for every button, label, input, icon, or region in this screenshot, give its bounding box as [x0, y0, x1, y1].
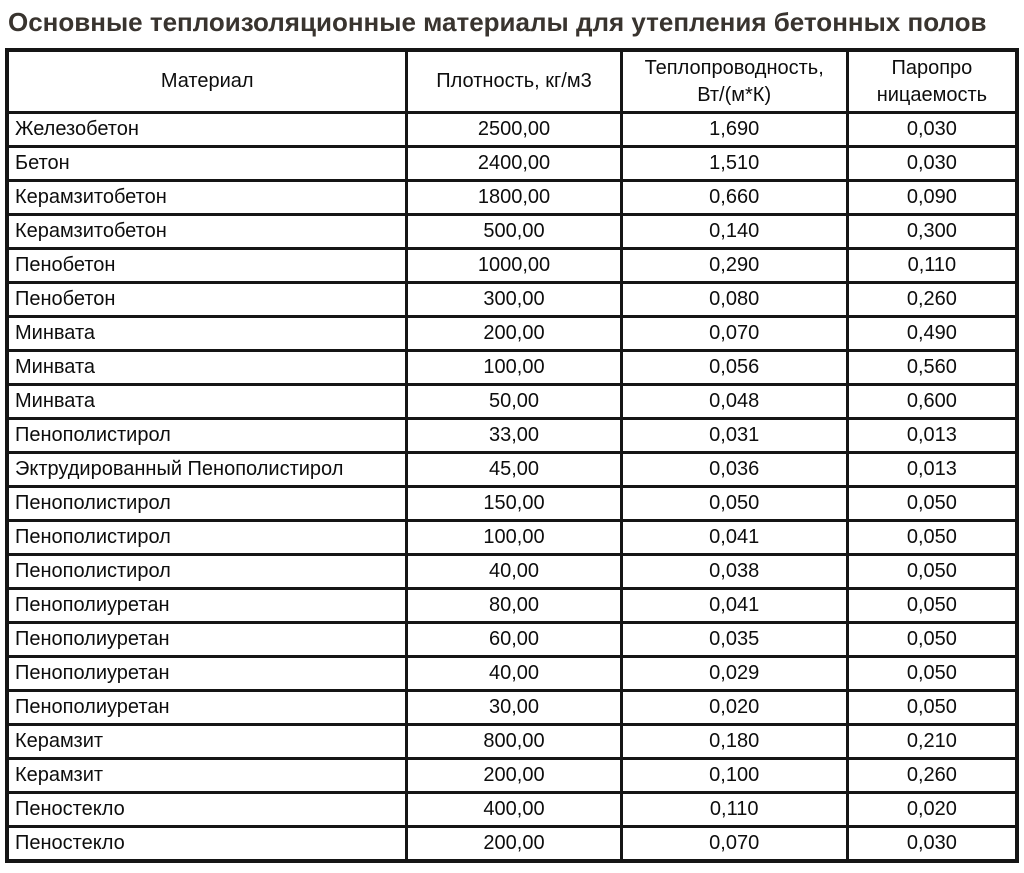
- table-row: [7, 283, 1017, 317]
- header-row: [7, 50, 1017, 113]
- density-cell: 800,00: [407, 725, 621, 759]
- table-row: [7, 759, 1017, 793]
- conductivity-cell: 0,290: [621, 249, 847, 283]
- conductivity-cell: 1,510: [621, 147, 847, 181]
- material-cell: Пенополиуретан: [7, 691, 407, 725]
- page-title: Основные теплоизоляционные материалы для утепления бетонных полов: [8, 7, 987, 37]
- material-cell: Пеностекло: [7, 827, 407, 862]
- column-header-density-line1: Плотность, кг/м3: [436, 70, 592, 93]
- table-row: [7, 827, 1017, 862]
- density-cell: 1800,00: [407, 181, 621, 215]
- table-row: [7, 589, 1017, 623]
- density-cell: 200,00: [407, 317, 621, 351]
- table-row: [7, 623, 1017, 657]
- table-row: [7, 521, 1017, 555]
- table-row: [7, 487, 1017, 521]
- column-header-vapor-permeability: [847, 50, 1017, 113]
- vapor-permeability-cell: 0,050: [847, 521, 1017, 555]
- density-cell: 100,00: [407, 351, 621, 385]
- vapor-permeability-cell: 0,050: [847, 691, 1017, 725]
- conductivity-cell: 0,056: [621, 351, 847, 385]
- material-cell: Минвата: [7, 317, 407, 351]
- vapor-permeability-cell: 0,050: [847, 487, 1017, 521]
- table-row: [7, 793, 1017, 827]
- density-cell: 40,00: [407, 555, 621, 589]
- vapor-permeability-cell: 0,013: [847, 453, 1017, 487]
- vapor-permeability-cell: 0,210: [847, 725, 1017, 759]
- conductivity-cell: 0,050: [621, 487, 847, 521]
- vapor-permeability-cell: 0,050: [847, 623, 1017, 657]
- material-cell: Керамзитобетон: [7, 215, 407, 249]
- vapor-permeability-cell: 0,050: [847, 555, 1017, 589]
- material-cell: Минвата: [7, 385, 407, 419]
- conductivity-cell: 0,100: [621, 759, 847, 793]
- vapor-permeability-cell: 0,050: [847, 589, 1017, 623]
- vapor-permeability-cell: 0,260: [847, 283, 1017, 317]
- density-cell: 2400,00: [407, 147, 621, 181]
- material-cell: Железобетон: [7, 113, 407, 147]
- density-cell: 200,00: [407, 827, 621, 862]
- vapor-permeability-cell: 0,260: [847, 759, 1017, 793]
- column-header-material-line1: Материал: [160, 70, 254, 93]
- table-row: [7, 249, 1017, 283]
- conductivity-cell: 0,180: [621, 725, 847, 759]
- conductivity-cell: 0,029: [621, 657, 847, 691]
- material-cell: Керамзит: [7, 759, 407, 793]
- conductivity-cell: 0,036: [621, 453, 847, 487]
- table-row: [7, 419, 1017, 453]
- column-header-conductivity-line1: Теплопроводность,: [644, 56, 824, 79]
- material-cell: Керамзит: [7, 725, 407, 759]
- density-cell: 80,00: [407, 589, 621, 623]
- table-row: [7, 113, 1017, 147]
- density-cell: 2500,00: [407, 113, 621, 147]
- vapor-permeability-cell: 0,110: [847, 249, 1017, 283]
- material-cell: Пенополистирол: [7, 555, 407, 589]
- conductivity-cell: 0,031: [621, 419, 847, 453]
- column-header-vapor-line1: Паропро: [891, 56, 973, 79]
- vapor-permeability-cell: 0,600: [847, 385, 1017, 419]
- conductivity-cell: 0,660: [621, 181, 847, 215]
- conductivity-cell: 0,110: [621, 793, 847, 827]
- material-cell: Пенополиуретан: [7, 657, 407, 691]
- table-row: [7, 385, 1017, 419]
- vapor-permeability-cell: 0,300: [847, 215, 1017, 249]
- column-header-conductivity: [621, 50, 847, 113]
- density-cell: 100,00: [407, 521, 621, 555]
- table-row: [7, 215, 1017, 249]
- table-row: [7, 147, 1017, 181]
- material-cell: Бетон: [7, 147, 407, 181]
- density-cell: 400,00: [407, 793, 621, 827]
- conductivity-cell: 0,140: [621, 215, 847, 249]
- material-cell: Пенополистирол: [7, 487, 407, 521]
- density-cell: 40,00: [407, 657, 621, 691]
- vapor-permeability-cell: 0,020: [847, 793, 1017, 827]
- table-row: [7, 657, 1017, 691]
- table-header: [7, 50, 1017, 113]
- density-cell: 50,00: [407, 385, 621, 419]
- table-row: [7, 555, 1017, 589]
- vapor-permeability-cell: 0,490: [847, 317, 1017, 351]
- conductivity-cell: 1,690: [621, 113, 847, 147]
- conductivity-cell: 0,041: [621, 589, 847, 623]
- column-header-material: [7, 50, 407, 113]
- conductivity-cell: 0,041: [621, 521, 847, 555]
- density-cell: 33,00: [407, 419, 621, 453]
- table-row: [7, 317, 1017, 351]
- table-row: [7, 725, 1017, 759]
- conductivity-cell: 0,080: [621, 283, 847, 317]
- density-cell: 60,00: [407, 623, 621, 657]
- material-cell: Пенобетон: [7, 249, 407, 283]
- vapor-permeability-cell: 0,560: [847, 351, 1017, 385]
- vapor-permeability-cell: 0,090: [847, 181, 1017, 215]
- density-cell: 500,00: [407, 215, 621, 249]
- column-header-vapor-line2: ницаемость: [876, 83, 988, 106]
- table-row: [7, 691, 1017, 725]
- density-cell: 30,00: [407, 691, 621, 725]
- vapor-permeability-cell: 0,030: [847, 113, 1017, 147]
- column-header-conductivity-line2: Вт/(м*К): [697, 83, 772, 106]
- vapor-permeability-cell: 0,030: [847, 147, 1017, 181]
- material-cell: Эктрудированный Пенополистирол: [7, 453, 407, 487]
- density-cell: 200,00: [407, 759, 621, 793]
- vapor-permeability-cell: 0,030: [847, 827, 1017, 862]
- material-cell: Пеностекло: [7, 793, 407, 827]
- materials-table: [5, 48, 1019, 863]
- material-cell: Керамзитобетон: [7, 181, 407, 215]
- density-cell: 45,00: [407, 453, 621, 487]
- density-cell: 150,00: [407, 487, 621, 521]
- conductivity-cell: 0,070: [621, 827, 847, 862]
- material-cell: Пенополистирол: [7, 521, 407, 555]
- material-cell: Пенополиуретан: [7, 623, 407, 657]
- table-row: [7, 453, 1017, 487]
- conductivity-cell: 0,070: [621, 317, 847, 351]
- material-cell: Минвата: [7, 351, 407, 385]
- column-header-density: [407, 50, 621, 113]
- density-cell: 300,00: [407, 283, 621, 317]
- conductivity-cell: 0,035: [621, 623, 847, 657]
- table-row: [7, 351, 1017, 385]
- material-cell: Пенополистирол: [7, 419, 407, 453]
- conductivity-cell: 0,038: [621, 555, 847, 589]
- density-cell: 1000,00: [407, 249, 621, 283]
- conductivity-cell: 0,048: [621, 385, 847, 419]
- table-row: [7, 181, 1017, 215]
- conductivity-cell: 0,020: [621, 691, 847, 725]
- table-body: [7, 113, 1017, 862]
- material-cell: Пенобетон: [7, 283, 407, 317]
- vapor-permeability-cell: 0,050: [847, 657, 1017, 691]
- material-cell: Пенополиуретан: [7, 589, 407, 623]
- vapor-permeability-cell: 0,013: [847, 419, 1017, 453]
